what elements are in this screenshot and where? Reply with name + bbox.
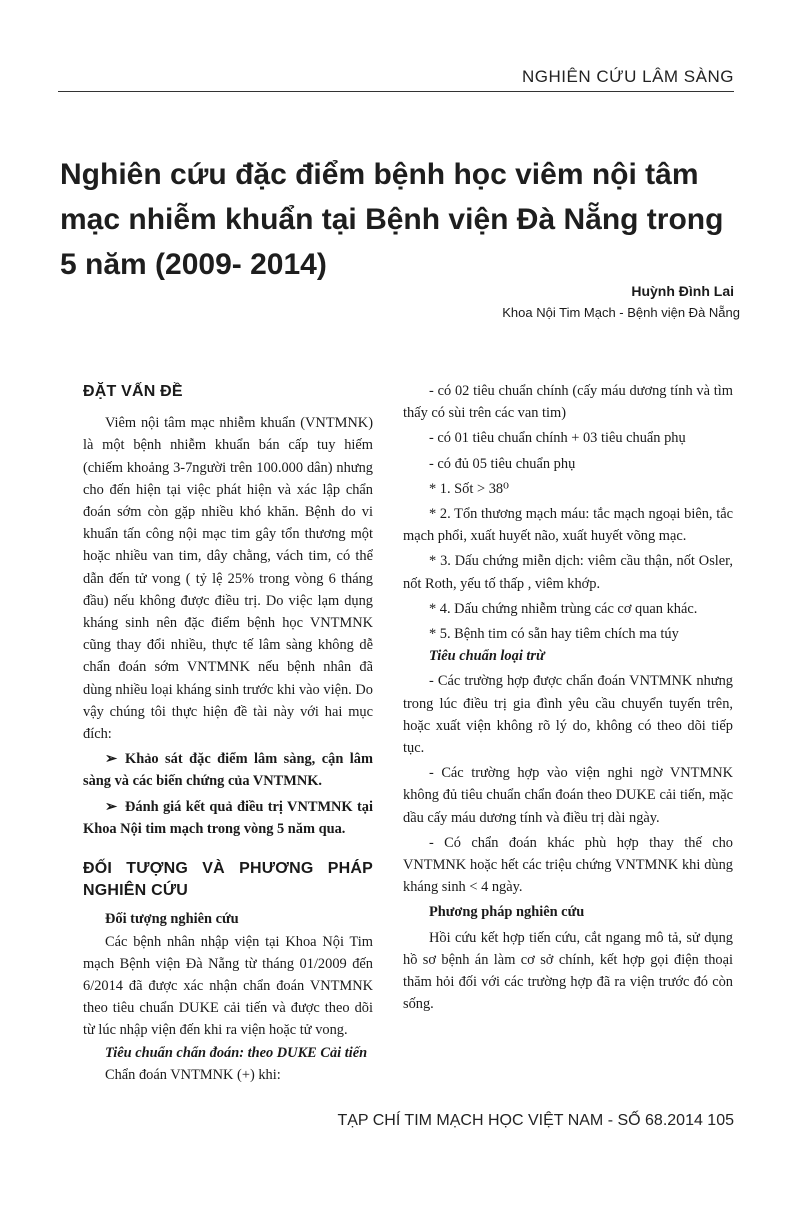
arrow-bullet-icon: ➢ (105, 751, 118, 768)
objective-2 (83, 796, 373, 840)
exclusion-item-2: - Các trường hợp vào viện nghi ngờ VNTMNK không đủ tiêu chuẩn chẩn đoán theo DUKE cải tiến, mặc dầu cấy máu dương tính và điều trị dài ngày. (403, 765, 733, 826)
criteria-intro: Chẩn đoán VNTMNK (+) khi: (105, 1066, 281, 1083)
objective-1 (83, 748, 373, 792)
minor-criterion-2: * 2. Tổn thương mạch máu: tắc mạch ngoại biên, tắc mạch phổi, xuất huyết não, xuất huyết võng mạc. (403, 506, 733, 545)
heading-introduction: ĐẶT VẤN ĐỀ (83, 383, 183, 400)
subheading-method: Phương pháp nghiên cứu (429, 904, 585, 921)
exclusion-item-1: - Các trường hợp được chẩn đoán VNTMNK nhưng trong lúc điều trị gia đình yêu cầu chuyển tuyến trên, hoặc xuất viện không rõ lý do, không có theo dõi tiếp tục. (403, 673, 733, 757)
intro-paragraph: Viêm nội tâm mạc nhiễm khuẩn (VNTMNK) là một bệnh nhiễm khuẩn bán cấp tuy hiếm (chiếm khoảng 3-7người trên 100.000 dân) nhưng cho đến hiện tại việc phát hiện và xác lập chẩn đoán sớm còn gặp nhiều khó khăn. Bệnh do vi khuẩn tấn công nội mạc tim gây tổn thương một hoặc nhiều van tim, dây chằng, vách tim, có thể dẫn đến tử vong ( tỷ lệ 25% trong vòng 6 tháng đầu) nếu không được điều trị. Do việc lạm dụng kháng sinh nên đặc điểm bệnh học VNTMNK cũng thay đổi nhiều, thực tế lâm sàng không dễ chẩn đoán sớm VNTMNK nếu bệnh nhân đã dùng nhiều loại kháng sinh trước khi vào viện. Do vậy chúng tôi thực hiện đề tài này với hai mục đích: (83, 415, 373, 743)
section-label: NGHIÊN CỨU LÂM SÀNG (522, 67, 734, 86)
left-column (83, 381, 373, 1086)
minor-criterion-5: * 5. Bệnh tim có sẵn hay tiêm chích ma túy (429, 626, 679, 643)
objective-1-text: Khảo sát đặc điểm lâm sàng, cận lâm sàng và các biến chứng của VNTMNK. (83, 751, 373, 790)
exclusion-item-3: - Có chẩn đoán khác phù hợp thay thế cho VNTMNK hoặc hết các triệu chứng VNTMNK khi dùng kháng sinh < 4 ngày. (403, 834, 733, 896)
subheading-subjects: Đối tượng nghiên cứu (105, 911, 239, 928)
author-affiliation: Khoa Nội Tim Mạch - Bệnh viện Đà Nẵng (502, 305, 740, 320)
minor-criterion-4: * 4. Dấu chứng nhiễm trùng các cơ quan khác. (429, 600, 698, 617)
objective-2-text: Đánh giá kết quả điều trị VNTMNK tại Khoa Nội tim mạch trong vòng 5 năm qua. (83, 798, 373, 837)
criteria-item-3: - có đủ 05 tiêu chuẩn phụ (429, 455, 576, 472)
subjects-paragraph: Các bệnh nhân nhập viện tại Khoa Nội Tim mạch Bệnh viện Đà Nẵng từ tháng 01/2009 đến 6/2014 đã được xác nhận chẩn đoán VNTMNK theo tiêu chuẩn DUKE cải tiến và được theo dõi từ lúc nhập viện đến khi ra viện hoặc tử vong. (83, 933, 373, 1039)
criteria-item-1: - có 02 tiêu chuẩn chính (cấy máu dương tính và tìm thấy có sùi trên các van tim) (403, 383, 733, 422)
minor-criterion-1: * 1. Sốt > 38⁰ (429, 480, 509, 497)
criteria-item-2: - có 01 tiêu chuẩn chính + 03 tiêu chuẩn phụ (429, 430, 686, 447)
method-paragraph: Hồi cứu kết hợp tiến cứu, cắt ngang mô tả, sử dụng hồ sơ bệnh án làm cơ sở chính, kết hợp gọi điện thoại thăm hỏi đối với các trường hợp đã ra viện trước đó còn sống. (403, 929, 733, 1013)
right-column (403, 380, 733, 1015)
heading-methods: ĐỐI TƯỢNG VÀ PHƯƠNG PHÁP NGHIÊN CỨU (83, 860, 373, 900)
journal-footer: TẠP CHÍ TIM MẠCH HỌC VIỆT NAM - SỐ 68.2014 105 (337, 1112, 734, 1129)
article-title: Nghiên cứu đặc điểm bệnh học viêm nội tâm mạc nhiễm khuẩn tại Bệnh viện Đà Nẵng trong 5 năm (2009- 2014) (60, 158, 724, 281)
minor-criterion-3: * 3. Dấu chứng miễn dịch: viêm cầu thận, nốt Osler, nốt Roth, yếu tố thấp , viêm khớp. (403, 553, 733, 592)
criteria-heading: Tiêu chuẩn chẩn đoán: theo DUKE Cải tiến (105, 1044, 368, 1061)
header-rule (58, 91, 734, 92)
arrow-bullet-icon: ➢ (105, 798, 118, 815)
exclusion-heading: Tiêu chuẩn loại trừ (429, 648, 545, 665)
author-name: Huỳnh Đình Lai (631, 283, 734, 299)
